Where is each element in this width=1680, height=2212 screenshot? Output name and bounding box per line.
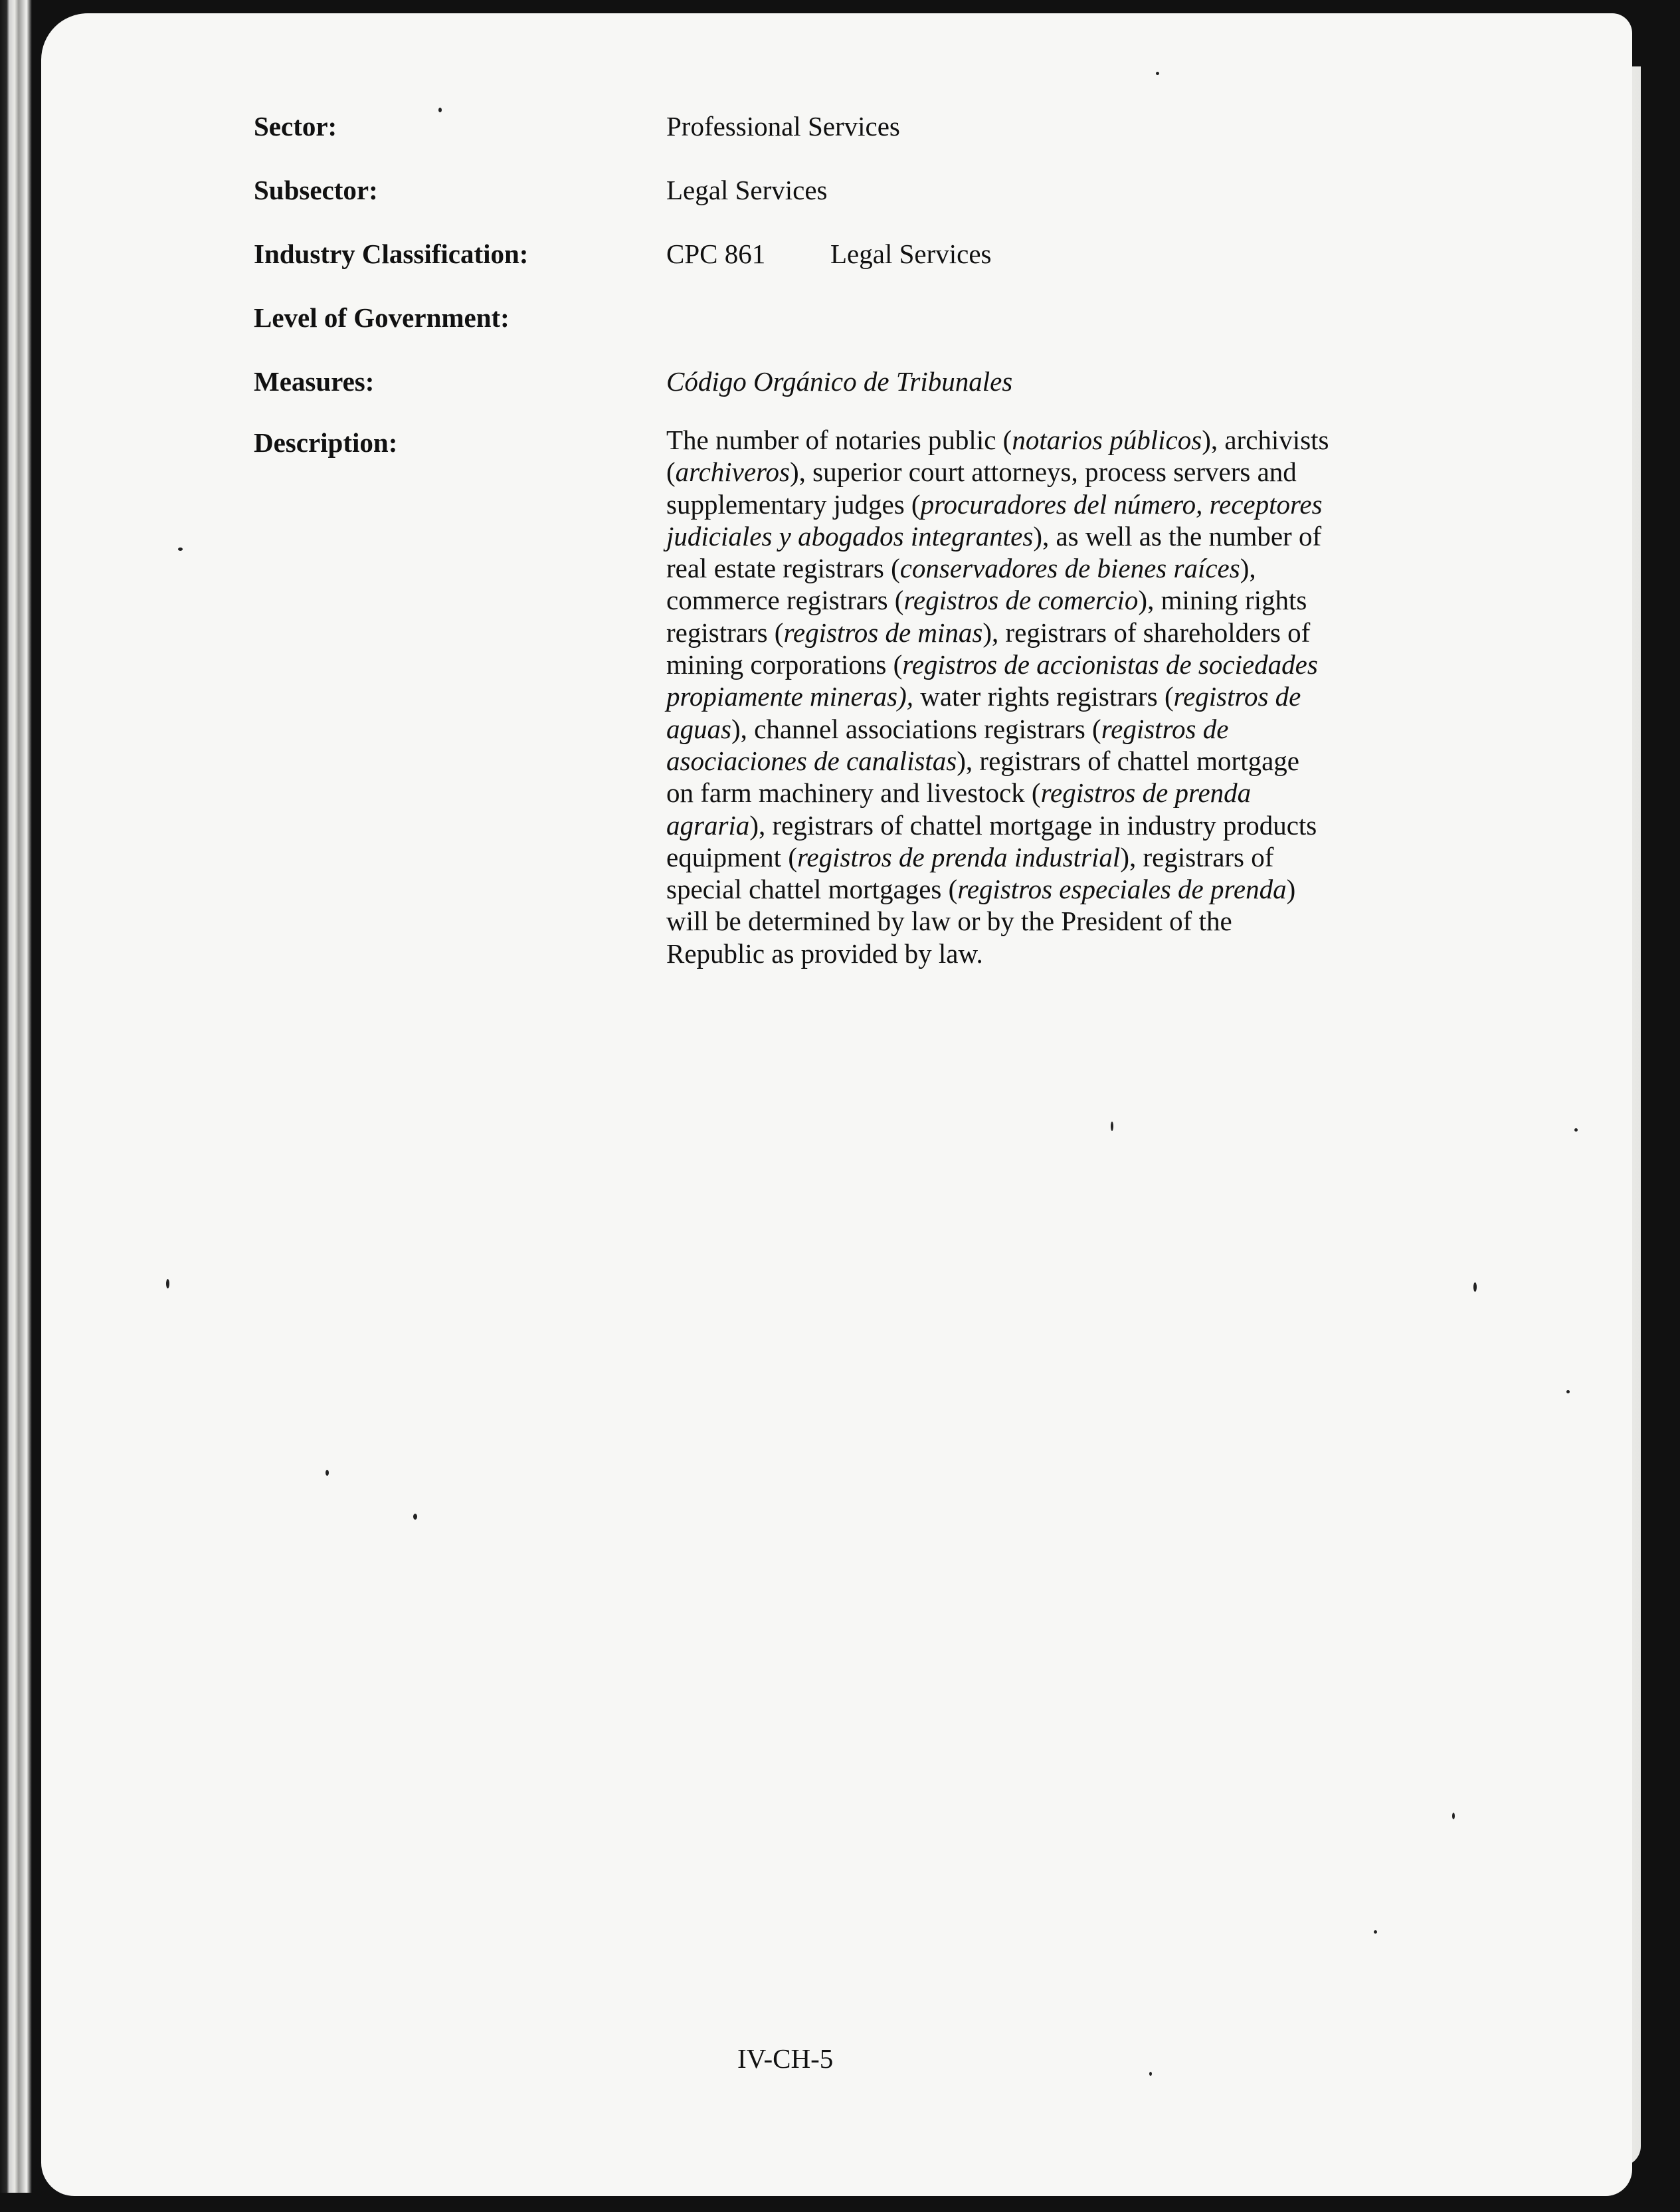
level-of-government-row (0, 298, 1680, 338)
description-spanish-term: procuradores del número, receptores judiciales y abogados integrantes (666, 488, 1323, 552)
scan-speck (178, 548, 183, 551)
description-segment: water rights registrars ( (913, 681, 1174, 712)
scan-speck (1452, 1813, 1455, 1819)
description-segment: ), registrars of chattel mortgage on farm machinery and livestock ( (666, 745, 1299, 809)
description-spanish-term: registros de aguas (666, 681, 1301, 744)
level-of-government-label: Level of Government: (254, 302, 510, 333)
description-segment: The number of notaries public ( (666, 425, 1012, 455)
description-spanish-term: notarios públicos (1012, 425, 1202, 455)
sector-row (0, 106, 1680, 146)
subsector-row (0, 170, 1680, 210)
measures-value: Código Orgánico de Tribunales (666, 366, 1013, 397)
scan-speck (1156, 72, 1159, 75)
description-label: Description: (254, 427, 398, 458)
description-text (666, 424, 1331, 969)
measures-label: Measures: (254, 366, 375, 397)
subsector-value: Legal Services (666, 175, 828, 205)
industry-classification-label: Industry Classification: (254, 239, 529, 269)
description-segment: ), registrars of shareholders of mining corporations ( (666, 617, 1311, 680)
scan-speck (326, 1470, 329, 1476)
description-segment: ) will be determined by law or by the President of the Republic as provided by law. (666, 874, 1296, 969)
description-spanish-term: conservadores de bienes raíces (899, 553, 1240, 584)
description-spanish-term: registros de prenda agraria (666, 777, 1252, 841)
description-spanish-term: registros de accionistas de sociedades propiamente mineras), (666, 649, 1318, 712)
description-spanish-term: registros especiales de prenda (957, 874, 1287, 905)
description-segment: ), superior court attorneys, process servers and supplementary judges ( (666, 456, 1297, 520)
scan-speck (166, 1279, 169, 1288)
industry-classification-row (0, 234, 1680, 274)
description-segment: ), registrars of chattel mortgage in industry products equipment ( (666, 809, 1317, 872)
description-segment: ), channel associations registrars ( (731, 713, 1101, 744)
description-spanish-term: registros de asociaciones de canalistas (666, 713, 1229, 776)
industry-classification-code: CPC 861 (666, 239, 766, 269)
description-segment: ), mining rights registrars ( (666, 585, 1307, 648)
description-segment: ), as well as the number of real estate registrars ( (666, 520, 1322, 584)
scan-speck (1566, 1390, 1570, 1393)
scan-speck (1111, 1122, 1113, 1131)
description-spanish-term: archiveros (675, 456, 790, 488)
industry-classification-value: Legal Services (830, 239, 992, 269)
description-spanish-term: registros de prenda industrial (796, 841, 1121, 872)
document-page (41, 13, 1632, 2196)
description-segment: ), archivists ( (666, 425, 1329, 488)
subsector-label: Subsector: (254, 175, 378, 205)
scan-speck (1149, 2072, 1152, 2076)
scan-speck (1374, 1930, 1377, 1934)
sector-value: Professional Services (666, 111, 900, 142)
description-segment: ), commerce registrars ( (666, 553, 1256, 616)
scan-speck (1574, 1128, 1578, 1132)
page-number: IV-CH-5 (737, 2043, 834, 2074)
scan-speck (413, 1514, 417, 1520)
scan-speck (1473, 1282, 1477, 1292)
description-spanish-term: registros de comercio (903, 585, 1139, 616)
measures-row (0, 361, 1680, 401)
description-segment: ), registrars of special chattel mortgages ( (666, 841, 1274, 905)
sector-label: Sector: (254, 111, 337, 142)
scan-speck (438, 108, 442, 112)
description-spanish-term: registros de minas (783, 617, 983, 648)
